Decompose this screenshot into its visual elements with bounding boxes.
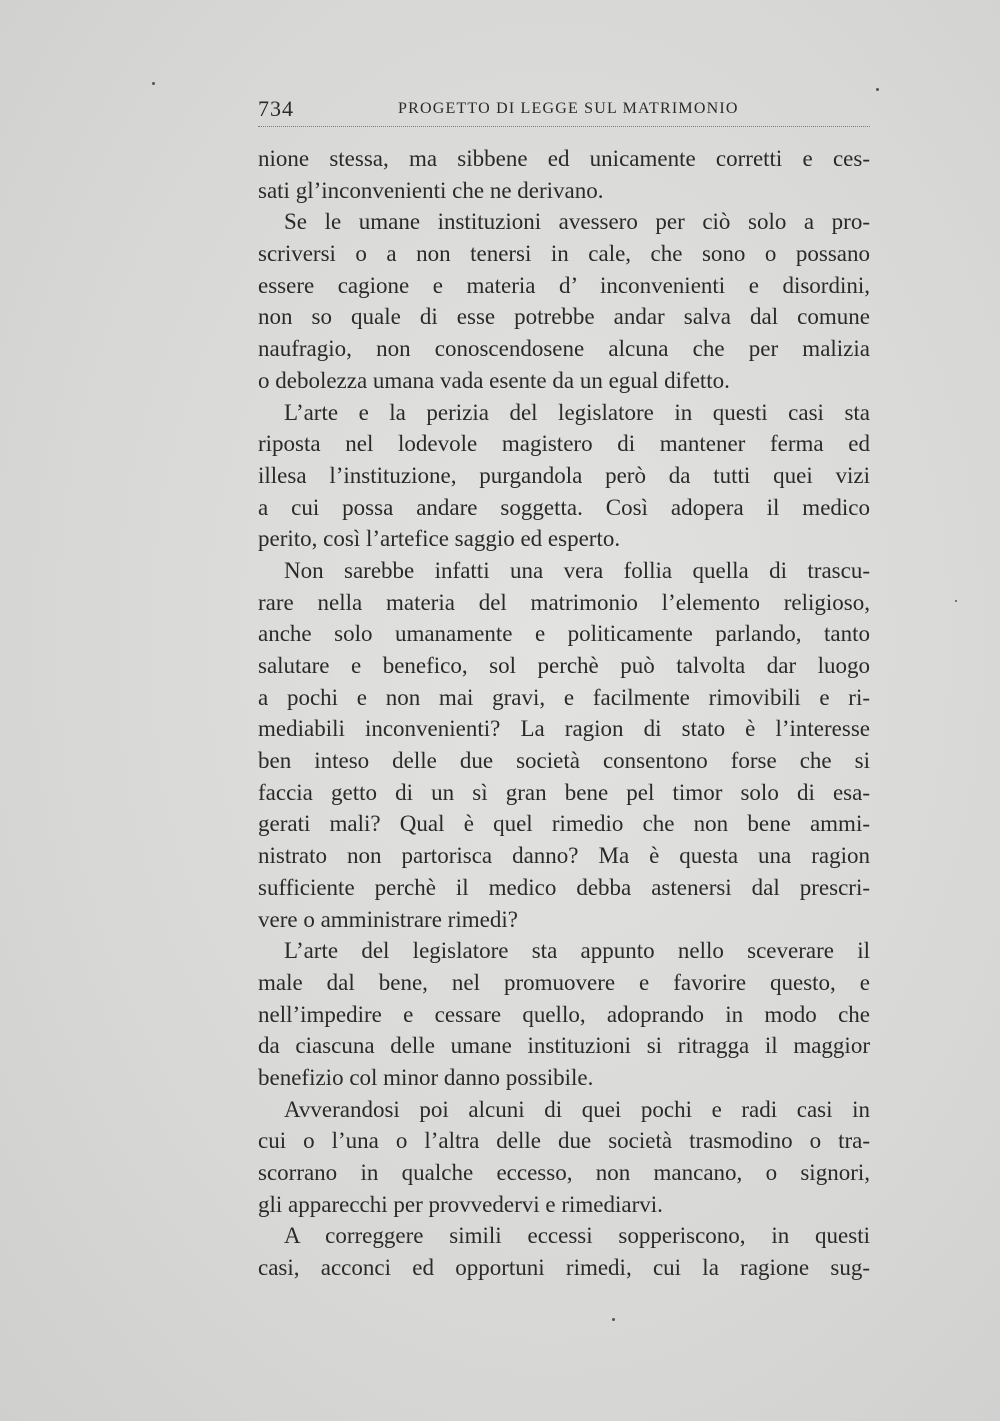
text-line: gerati mali? Qual è quel rimedio che non bene ammi- (258, 811, 870, 837)
text-line: rare nella materia del matrimonio l’elemento religioso, (258, 589, 870, 615)
text-line: o debolezza umana vada esente da un egual difetto. (258, 367, 730, 393)
paper-speck (876, 88, 879, 91)
text-line: vere o amministrare rimedi? (258, 906, 518, 932)
text-line: L’arte del legislatore sta appunto nello sceverare il (284, 938, 870, 964)
paper-speck (152, 82, 155, 85)
text-line: faccia getto di un sì gran bene pel timor solo di esa- (258, 779, 870, 805)
text-line: L’arte e la perizia del legislatore in questi casi sta (284, 399, 870, 425)
paper-speck (955, 600, 957, 602)
text-line: sati gl’inconvenienti che ne derivano. (258, 177, 604, 203)
text-line: Avverandosi poi alcuni di quei pochi e radi casi in (284, 1096, 870, 1122)
text-line: Se le umane instituzioni avessero per ciò solo a pro- (284, 209, 870, 235)
text-line: cui o l’una o l’altra delle due società trasmodino o tra- (258, 1128, 870, 1154)
text-line: Non sarebbe infatti una vera follia quella di trascu- (284, 557, 870, 583)
text-line: nell’impedire e cessare quello, adoprando in modo che (258, 1001, 870, 1027)
text-line: scorrano in qualche eccesso, non mancano, o signori, (258, 1160, 870, 1185)
text-line: perito, così l’artefice saggio ed esperto. (258, 526, 621, 552)
text-line: riposta nel lodevole magistero di mantener ferma ed (258, 431, 870, 457)
text-line: gli apparecchi per provvedervi e rimediarvi. (258, 1191, 663, 1217)
text-line: illesa l’instituzione, purgandola però da tutti quei vizi (258, 462, 870, 488)
body-text (258, 143, 870, 1284)
text-line: scriversi o a non tenersi in cale, che sono o possano (258, 241, 870, 267)
text-line: ben inteso delle due società consentono forse che si (258, 748, 870, 774)
page-header (258, 96, 870, 127)
text-line: nistrato non partorisca danno? Ma è questa una ragion (258, 843, 870, 869)
running-head: PROGETTO DI LEGGE SUL MATRIMONIO (398, 100, 739, 117)
text-line: a cui possa andare soggetta. Così adopera il medico (258, 494, 870, 520)
text-line: sufficiente perchè il medico debba astenersi dal prescri- (258, 874, 870, 900)
text-line: A correggere simili eccessi sopperiscono, in questi (284, 1223, 870, 1249)
text-line: naufragio, non conoscendosene alcuna che per malizia (258, 336, 870, 362)
text-line: non so quale di esse potrebbe andar salva dal comune (258, 304, 870, 330)
text-line: mediabili inconvenienti? La ragion di stato è l’interesse (258, 716, 870, 742)
text-line: a pochi e non mai gravi, e facilmente rimovibili e ri- (258, 684, 870, 710)
paper-speck (612, 1318, 615, 1321)
text-line: anche solo umanamente e politicamente parlando, tanto (258, 621, 870, 647)
text-line: casi, acconci ed opportuni rimedi, cui la ragione sug- (258, 1255, 870, 1281)
text-line: male dal bene, nel promuovere e favorire questo, e (258, 969, 870, 995)
text-line: essere cagione e materia d’ inconvenienti e disordini, (258, 272, 870, 298)
text-line: salutare e benefico, sol perchè può talvolta dar luogo (258, 653, 870, 678)
text-line: benefizio col minor danno possibile. (258, 1064, 594, 1090)
text-line: nione stessa, ma sibbene ed unicamente corretti e ces- (258, 146, 870, 171)
text-line: da ciascuna delle umane instituzioni si ritragga il maggior (258, 1033, 870, 1059)
page-number: 734 (258, 96, 294, 121)
